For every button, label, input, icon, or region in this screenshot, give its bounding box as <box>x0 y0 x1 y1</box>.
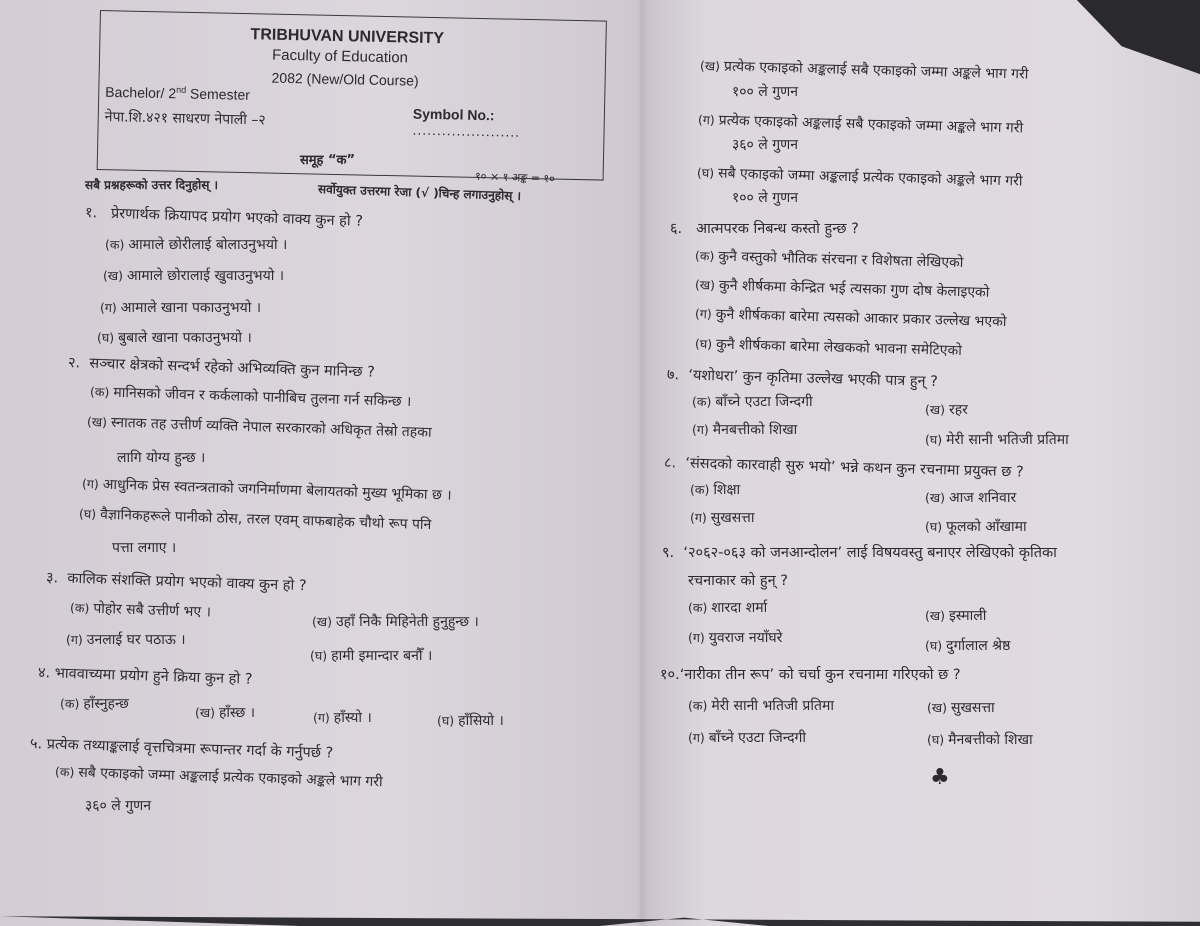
option-label: (घ) <box>437 713 455 728</box>
option-9-kha[interactable] <box>925 606 986 625</box>
option-text: कुनै वस्तुको भौतिक संरचना र विशेषता लेखिएको <box>718 248 964 272</box>
option-text-cont: १०० ले गुणन <box>732 84 799 100</box>
question-text: ‘संसदको कारवाही सुरु भयो’ भन्ने कथन कुन रचनामा प्रयुक्त छ ? <box>685 455 1024 481</box>
option-text: स्नातक तह उत्तीर्ण व्यक्ति नेपाल सरकारको अधिकृत तेस्रो तहका <box>110 414 432 441</box>
question-number: २. <box>67 355 81 372</box>
option-text: सुखसत्ता <box>950 700 995 716</box>
option-label: (घ) <box>925 519 943 534</box>
course-title: नेपा.शि.४२१ साधरण नेपाली –२ <box>104 109 266 129</box>
option-label: (क) <box>692 394 712 409</box>
option-10-ga[interactable] <box>688 728 806 747</box>
option-text: बाँच्ने एउटा जिन्दगी <box>708 730 807 746</box>
faculty-name: Faculty of Education <box>271 46 409 67</box>
level-sup: nd <box>176 84 187 95</box>
option-label: (ख) <box>312 614 332 629</box>
option-text: दुर्गालाल श्रेष्ठ <box>946 638 1011 654</box>
question-text: ‘यशोधरा’ कुन कृतिमा उल्लेख भएकी पात्र हुन् ? <box>688 367 939 391</box>
group-title: समूह “क” <box>300 153 356 168</box>
question-9 <box>662 542 1057 562</box>
option-text: कुनै शीर्षकमा केन्द्रित भई त्यसका गुण दोष केलाइएको <box>718 277 990 301</box>
option-text: युवराज नयाँघरे <box>708 630 783 646</box>
option-1-kha[interactable] <box>103 266 284 285</box>
option-10-kha[interactable] <box>927 698 995 717</box>
option-4-ga[interactable] <box>313 708 372 727</box>
question-text: प्रेरणार्थक क्रियापद प्रयोग भएको वाक्य कुन हो ? <box>110 205 364 230</box>
option-label: (ग) <box>690 510 707 525</box>
option-text: उनलाई घर पठाऊ । <box>86 632 186 648</box>
option-label: (घ) <box>97 330 115 345</box>
option-label: (क) <box>694 248 715 264</box>
question-6 <box>670 218 859 238</box>
question-text-cont: रचनाकार को हुन् ? <box>688 573 788 589</box>
option-text: सबै एकाइको जम्मा अङ्कलाई प्रत्येक एकाइको अङ्कले भाग गरी <box>717 165 1023 190</box>
option-text: मेरी सानी भतिजी प्रतिमा <box>711 698 834 714</box>
option-text-cont: ३६० ले गुणन <box>732 137 799 153</box>
option-text: आमाले खाना पकाउनुभयो । <box>120 300 262 316</box>
option-5-kha-cont <box>732 82 798 101</box>
option-1-ka[interactable] <box>105 235 287 254</box>
option-label: (ग) <box>688 730 705 745</box>
option-label: (घ) <box>925 638 943 653</box>
option-label: (ख) <box>927 700 947 715</box>
option-label: (ग) <box>692 422 709 437</box>
option-text-cont: ३६० ले गुणन <box>85 798 152 814</box>
option-label: (ख) <box>694 277 716 293</box>
question-number: १. <box>84 205 98 222</box>
option-text: आमाले छोरालाई खुवाउनुभयो । <box>126 268 285 284</box>
question-text: ‘नारीका तीन रूप’ को चर्चा कुन रचनामा गरिएको छ ? <box>679 667 961 683</box>
level-text: Bachelor/ 2 <box>105 83 177 102</box>
option-label: (घ) <box>694 336 713 352</box>
option-9-ka[interactable] <box>688 598 767 617</box>
option-label: (क) <box>89 384 110 400</box>
option-label: (घ) <box>925 432 943 447</box>
option-label: (क) <box>688 600 708 615</box>
option-label: (ग) <box>100 300 117 315</box>
symbol-blank: ...................... <box>412 121 521 140</box>
option-text: कुनै शीर्षकका बारेमा त्यसको आकार प्रकार उल्लेख भएको <box>715 306 1007 331</box>
option-8-kha[interactable] <box>925 488 1016 507</box>
option-label: (ख) <box>925 490 945 505</box>
option-9-ga[interactable] <box>688 628 782 647</box>
option-4-ka[interactable] <box>60 694 129 713</box>
question-number: ८. <box>663 455 677 472</box>
option-text: प्रत्येक एकाइको अङ्कलाई सबै एकाइको जम्मा अङ्कले भाग गरी <box>723 58 1029 83</box>
option-8-gha[interactable] <box>925 517 1027 536</box>
option-label: (घ) <box>310 648 328 663</box>
option-text: मैनबत्तीको शिखा <box>948 732 1033 748</box>
option-text-cont: लागि योग्य हुन्छ । <box>117 450 206 466</box>
option-5-gha-cont <box>732 188 798 207</box>
option-1-ga[interactable] <box>100 298 261 317</box>
symbol-number <box>412 106 604 142</box>
option-label: (क) <box>69 600 90 616</box>
option-text: मेरी सानी भतिजी प्रतिमा <box>946 432 1069 448</box>
option-text-cont: १०० ले गुणन <box>732 190 799 206</box>
symbol-label: Symbol No.: <box>412 105 495 124</box>
question-text: भाववाच्यमा प्रयोग हुने क्रिया कुन हो ? <box>54 665 253 688</box>
option-label: (क) <box>105 237 125 252</box>
option-label: (ग) <box>81 476 100 492</box>
option-label: (घ) <box>78 506 97 522</box>
option-label: (ख) <box>86 414 108 430</box>
question-number: ५. <box>29 736 43 753</box>
option-3-ga[interactable] <box>66 630 186 649</box>
option-text: सुखसत्ता <box>710 510 755 526</box>
question-number: १०. <box>660 667 680 683</box>
question-text: कालिक संशक्ति प्रयोग भएको वाक्य कुन हो ? <box>67 570 307 595</box>
page-fold <box>635 0 649 926</box>
option-label: (ख) <box>103 268 123 283</box>
option-text: बुबाले खाना पकाउनुभयो । <box>118 330 252 346</box>
question-number: ३. <box>45 570 59 587</box>
option-4-kha[interactable] <box>195 703 255 722</box>
option-7-gha[interactable] <box>925 430 1069 449</box>
option-text: आधुनिक प्रेस स्वतन्त्रताको जगनिर्माणमा बेलायतको मुख्य भूमिका छ । <box>102 476 452 504</box>
option-3-kha[interactable] <box>312 612 479 631</box>
university-name: TRIBHUVAN UNIVERSITY <box>250 26 445 48</box>
question-number: ७. <box>666 367 680 384</box>
option-text: हामी इमान्दार बनौँ । <box>331 648 433 664</box>
option-10-ka[interactable] <box>688 696 834 715</box>
option-text: उहाँ निकै मिहिनेती हुनुहुन्छ । <box>335 614 479 630</box>
option-1-gha[interactable] <box>97 328 252 347</box>
question-9-cont <box>688 570 788 590</box>
option-text: इस्माली <box>948 608 987 624</box>
question-number: ९. <box>662 545 675 561</box>
option-text-cont: पत्ता लगाए । <box>112 540 177 556</box>
option-8-ga[interactable] <box>690 508 754 527</box>
option-label: (ग) <box>697 112 715 128</box>
question-text: आत्मपरक निबन्ध कस्तो हुन्छ ? <box>695 221 859 237</box>
option-text: कुनै शीर्षकका बारेमा लेखकको भावना समेटिएको <box>715 336 963 359</box>
option-text: हाँस्छ । <box>218 705 256 721</box>
option-text: रहर <box>948 402 968 418</box>
option-7-kha[interactable] <box>925 400 968 419</box>
option-text: हाँस्नुहन्छ <box>83 696 129 712</box>
option-text: पोहोर सबै उत्तीर्ण भए । <box>93 600 212 621</box>
option-7-ka[interactable] <box>692 392 813 411</box>
option-5-ka-cont <box>85 796 151 815</box>
exam-year: 2082 (New/Old Course) <box>271 69 419 89</box>
question-text: सञ्चार क्षेत्रको सन्दर्भ रहेको अभिव्यक्ति कुन मानिन्छ ? <box>89 355 376 381</box>
option-text: आज शनिवार <box>948 490 1017 506</box>
semester-text: Semester <box>185 85 251 103</box>
option-10-gha[interactable] <box>927 730 1033 749</box>
club-ornament-icon: ♣ <box>930 765 950 790</box>
instruction-tick-mark: सर्वोयुक्त उत्तरमा रेजा (√ )चिन्ह लगाउनुहोस् । <box>317 182 522 204</box>
instruction-answer-all: सबै प्रश्नहरूको उत्तर दिनुहोस् । <box>85 178 219 192</box>
question-text: ‘२०६२-०६३ को जनआन्दोलन’ लाई विषयवस्तु बनाएर लेखिएको कृतिका <box>683 545 1057 561</box>
option-label: (ग) <box>313 710 330 725</box>
option-2-gha-cont <box>112 538 176 557</box>
option-label: (ख) <box>195 705 215 720</box>
option-9-gha[interactable] <box>925 636 1010 655</box>
option-label: (क) <box>690 482 710 497</box>
option-text: मानिसको जीवन र कर्कलाको पानीबिच तुलना गर्न सकिन्छ । <box>113 384 412 411</box>
option-3-gha[interactable] <box>310 646 432 665</box>
option-text: बाँच्ने एउटा जिन्दगी <box>715 394 813 410</box>
option-label: (ख) <box>925 608 945 623</box>
option-label: (घ) <box>927 732 945 747</box>
option-label: (क) <box>54 764 75 780</box>
option-2-kha-cont <box>117 448 205 467</box>
option-text: हाँस्यो । <box>333 710 372 726</box>
option-label: (घ) <box>696 165 715 181</box>
option-label: (ग) <box>688 630 705 645</box>
option-text: फूलको आँखामा <box>946 519 1027 535</box>
option-text: मैनबत्तीको शिखा <box>712 422 798 438</box>
option-label: (क) <box>688 698 708 713</box>
question-number: ६. <box>670 221 683 237</box>
question-10 <box>660 664 961 684</box>
question-text: प्रत्येक तथ्याङ्कलाई वृत्तचित्रमा रूपान्तर गर्दा के गर्नुपर्छ ? <box>46 736 334 762</box>
option-text: वैज्ञानिकहरूले पानीको ठोस, तरल एवम् वाफबाहेक चौथो रूप पनि <box>99 506 432 534</box>
option-text: सबै एकाइको जम्मा अङ्कलाई प्रत्येक एकाइको अङ्कले भाग गरी <box>78 764 383 791</box>
option-8-ka[interactable] <box>690 480 740 499</box>
question-number: ४. <box>37 665 51 682</box>
option-text: शारदा शर्मा <box>711 600 768 616</box>
option-text: आमाले छोरीलाई बोलाउनुभयो । <box>128 237 288 253</box>
option-label: (क) <box>60 696 80 711</box>
option-label: (ख) <box>925 402 945 417</box>
option-label: (ख) <box>699 58 721 74</box>
option-text: प्रत्येक एकाइको अङ्कलाई सबै एकाइको जम्मा अङ्कले भाग गरी <box>718 112 1024 137</box>
option-text: शिक्षा <box>713 482 741 498</box>
option-label: (ग) <box>694 306 712 322</box>
marks-allocation: १० × १ अङ्क = १० <box>474 169 556 186</box>
option-7-ga[interactable] <box>692 420 797 439</box>
option-5-ga-cont <box>732 135 798 154</box>
option-label: (ग) <box>66 632 83 647</box>
option-text: हाँसियो । <box>458 713 504 729</box>
option-4-gha[interactable] <box>437 711 504 730</box>
level-semester <box>105 83 250 103</box>
